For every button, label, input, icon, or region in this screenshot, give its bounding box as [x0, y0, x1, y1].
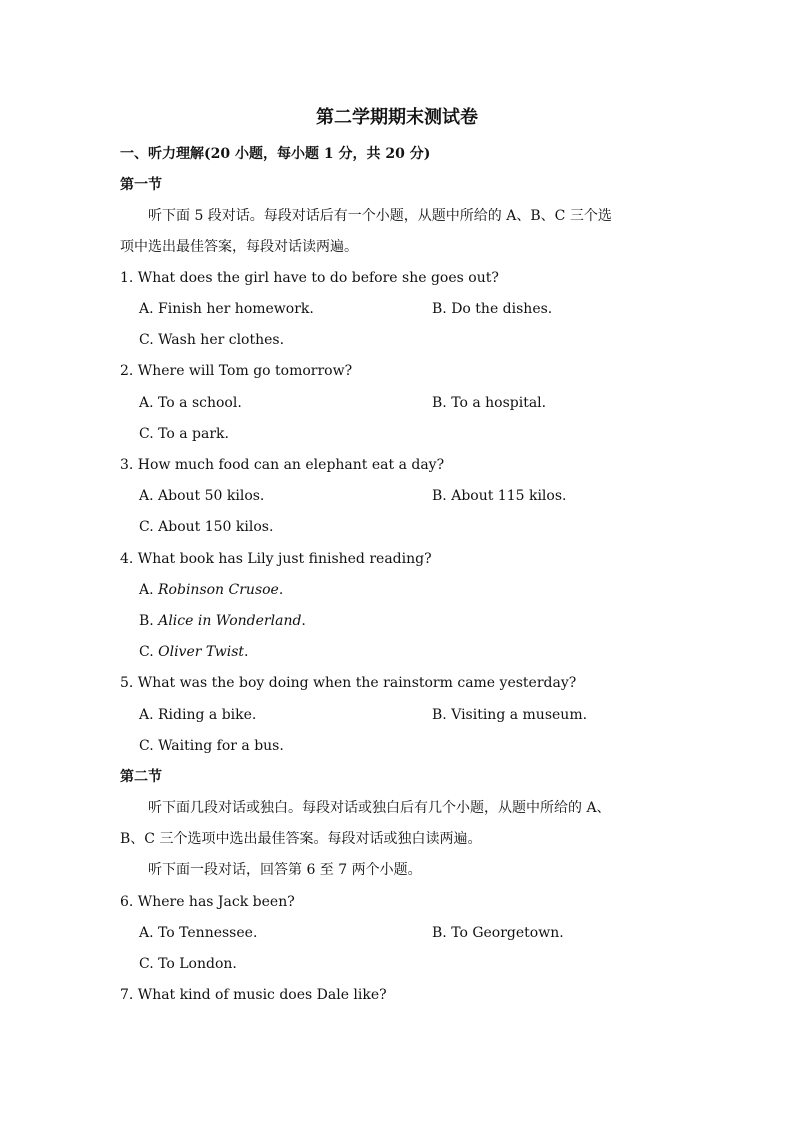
section1-instruction-line2: 项中选出最佳答案，每段对话读两遍。	[120, 239, 358, 255]
q2-option-a: A. To a school.	[139, 395, 242, 411]
q6-option-b: B. To Georgetown.	[432, 925, 564, 941]
q1-option-c: C. Wash her clothes.	[139, 332, 285, 348]
q4-option-c: C. Oliver Twist.	[139, 644, 249, 660]
q3-option-a: A. About 50 kilos.	[139, 488, 265, 504]
question-7: 7. What kind of music does Dale like?	[120, 987, 387, 1003]
q3-option-b: B. About 115 kilos.	[432, 488, 567, 504]
q1-option-b: B. Do the dishes.	[432, 301, 553, 317]
q4-option-b: B. Alice in Wonderland.	[139, 613, 306, 629]
q5-option-c: C. Waiting for a bus.	[139, 738, 284, 754]
q6-option-a: A. To Tennessee.	[139, 925, 258, 941]
q2-option-c: C. To a park.	[139, 426, 229, 442]
question-5: 5. What was the boy doing when the rainstorm came yesterday?	[120, 675, 577, 691]
question-4: 4. What book has Lily just finished reading?	[120, 551, 432, 567]
section2-sub-instruction: 听下面一段对话，回答第 6 至 7 两个小题。	[148, 862, 422, 878]
q1-option-a: A. Finish her homework.	[139, 301, 314, 317]
q2-option-b: B. To a hospital.	[432, 395, 547, 411]
section1-label: 第一节	[120, 177, 162, 193]
question-1: 1. What does the girl have to do before she goes out?	[120, 270, 499, 286]
section2-label: 第二节	[120, 769, 162, 785]
exam-title: 第二学期期末测试卷	[316, 107, 478, 128]
question-3: 3. How much food can an elephant eat a day?	[120, 457, 445, 473]
question-2: 2. Where will Tom go tomorrow?	[120, 363, 353, 379]
question-6: 6. Where has Jack been?	[120, 894, 295, 910]
q6-option-c: C. To London.	[139, 956, 237, 972]
section2-instruction-line1: 听下面几段对话或独白。每段对话或独白后有几个小题，从题中所给的 A、	[148, 800, 611, 816]
q3-option-c: C. About 150 kilos.	[139, 519, 274, 535]
q5-option-a: A. Riding a bike.	[139, 707, 257, 723]
q5-option-b: B. Visiting a museum.	[432, 707, 588, 723]
q4-option-a: A. Robinson Crusoe.	[139, 582, 284, 598]
section1-instruction-line1: 听下面 5 段对话。每段对话后有一个小题，从题中所给的 A、B、C 三个选	[148, 208, 612, 224]
section2-instruction-line2: B、C 三个选项中选出最佳答案。每段对话或独白读两遍。	[120, 831, 482, 847]
part1-heading: 一、听力理解(20 小题，每小题 1 分，共 20 分)	[120, 146, 431, 162]
